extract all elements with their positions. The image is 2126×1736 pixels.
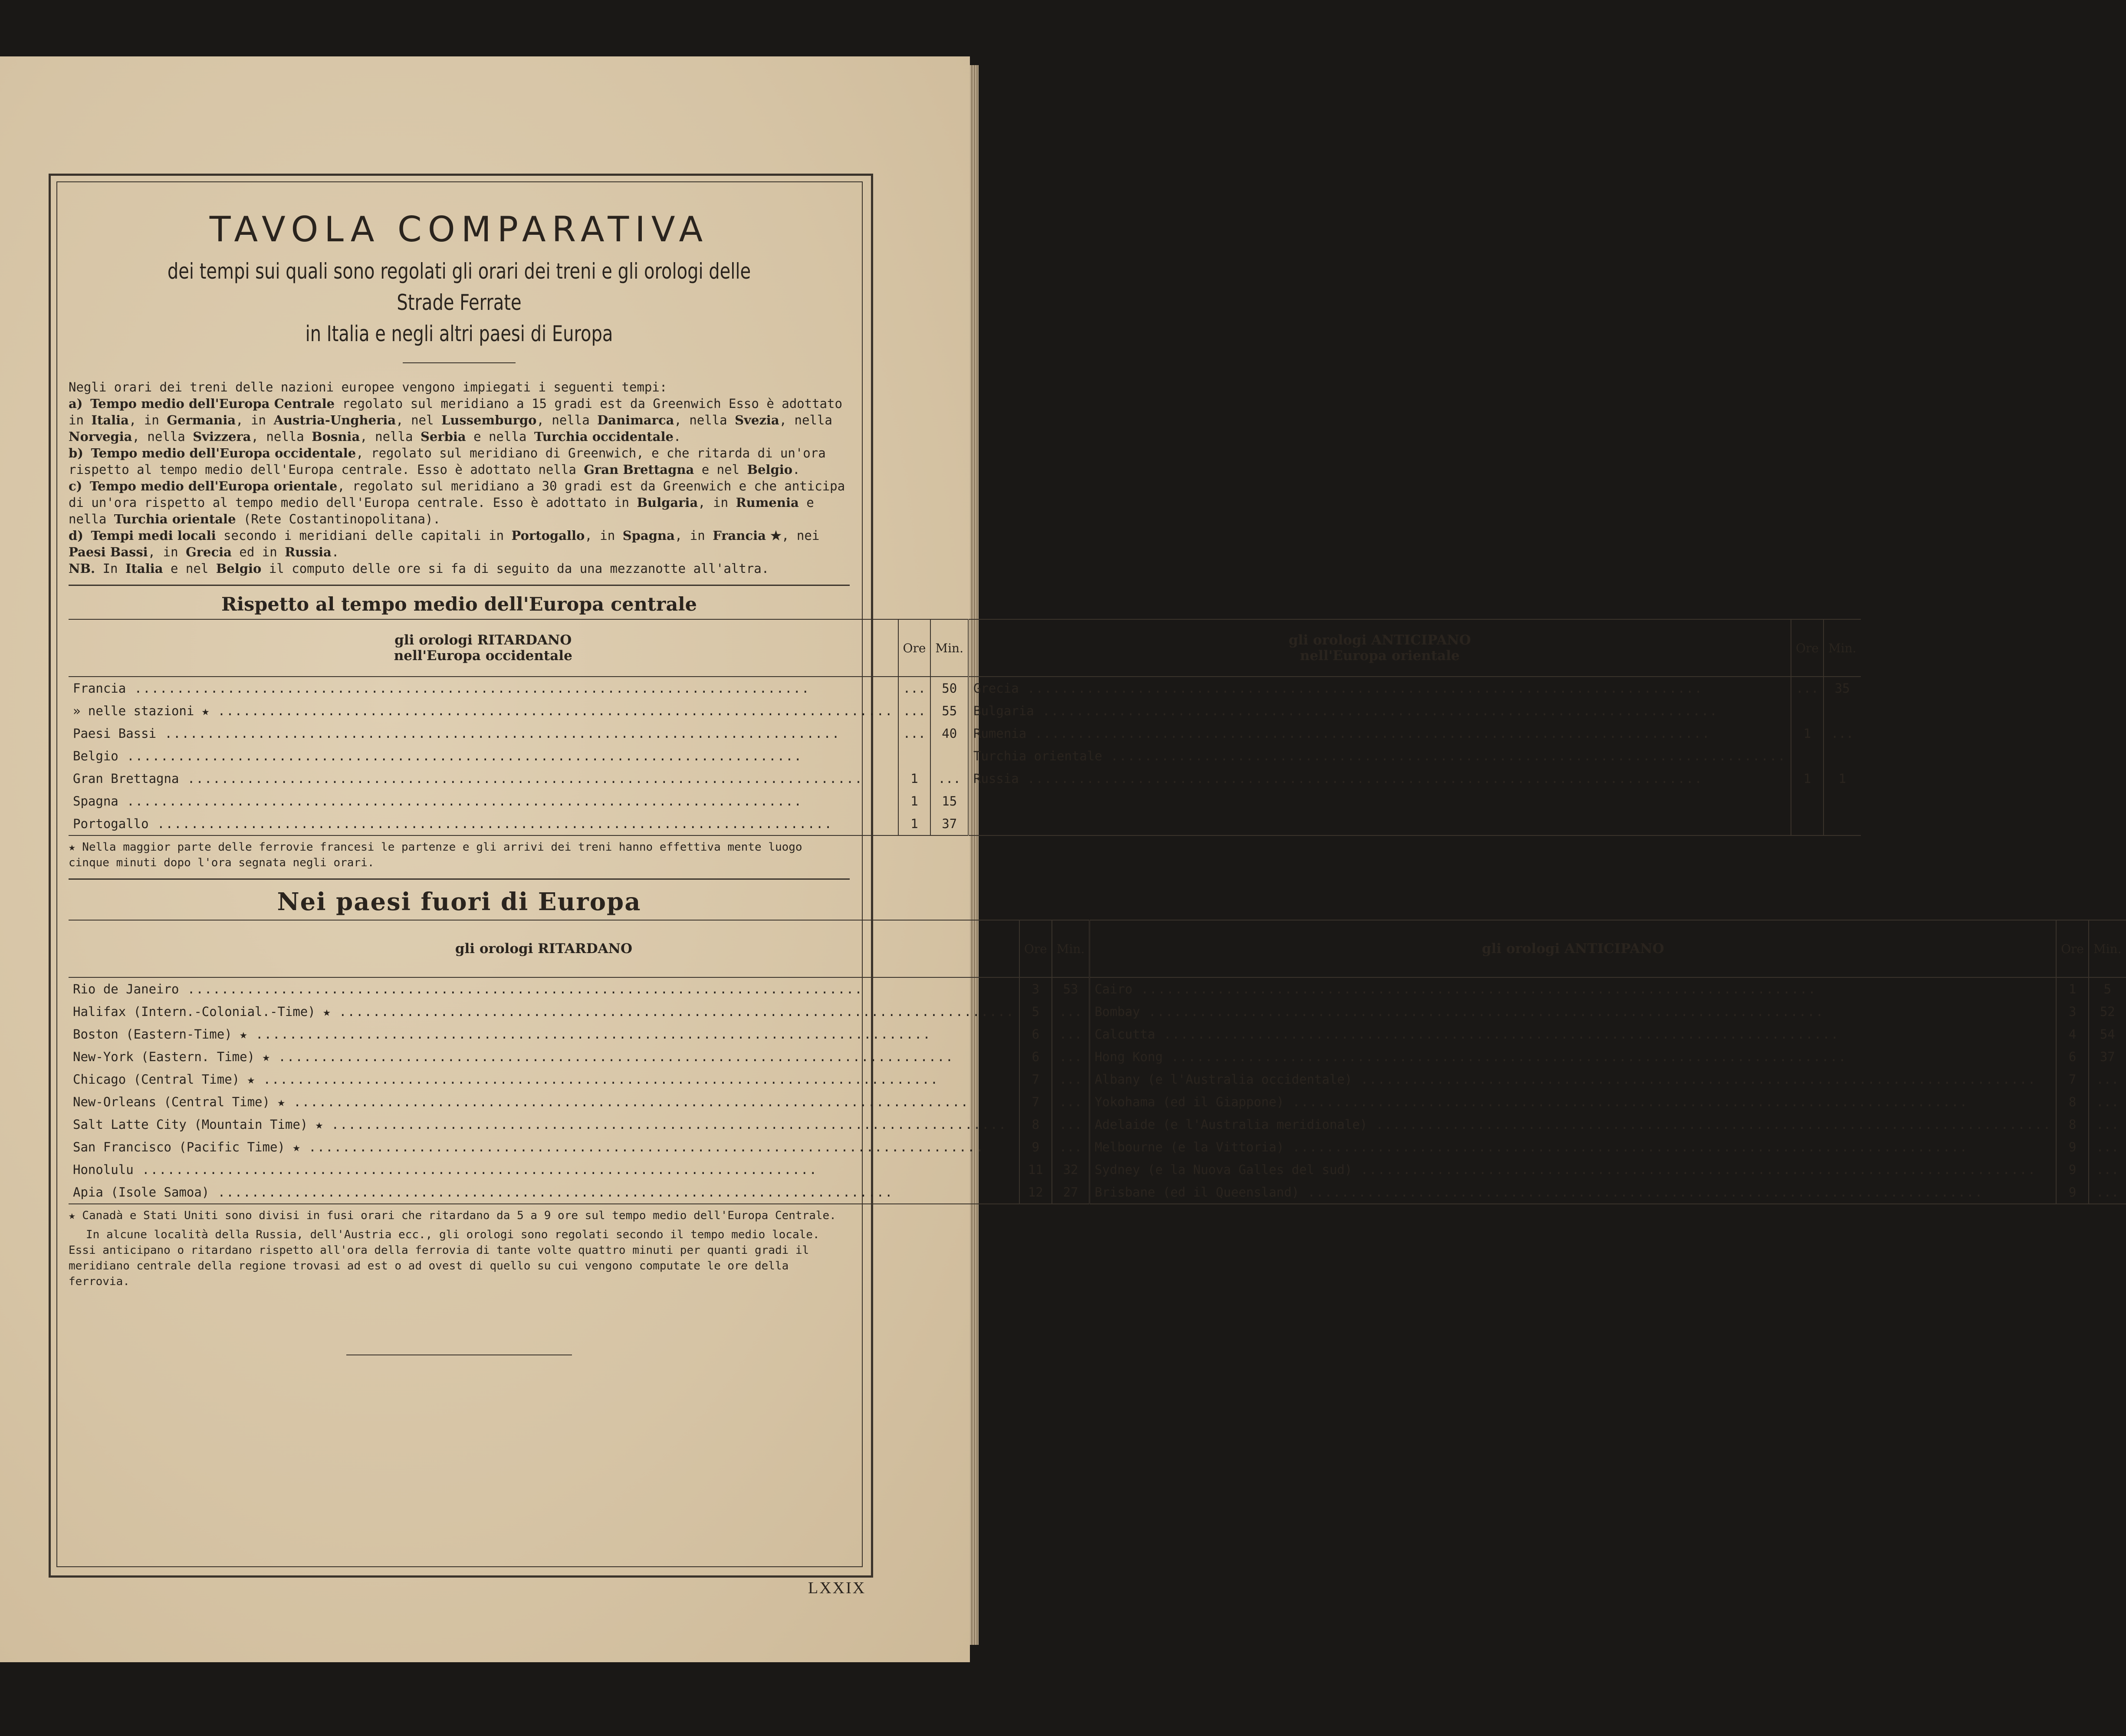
cell-r-min: 52 — [2089, 1000, 2126, 1023]
place-name: Paesi Bassi ..... — [73, 726, 840, 741]
place-name: Halifax (Intern.-Colonial.-Time) ★ ..... — [73, 1004, 1015, 1019]
cell-l-name — [69, 767, 898, 790]
section-divider-europe — [69, 585, 850, 586]
cell-r-name — [968, 790, 1791, 812]
cell-r-name — [1090, 1181, 2056, 1204]
cell-l-name — [69, 1068, 1019, 1091]
cell-l-ore: 7 — [1019, 1068, 1052, 1091]
outside-right-min-head: Min. — [2089, 920, 2126, 977]
cell-r-ore — [1791, 812, 1824, 835]
cell-r-name — [1090, 1091, 2056, 1113]
table-row — [69, 1181, 2126, 1204]
title-divider — [403, 362, 516, 363]
cell-r-name — [1090, 1023, 2056, 1046]
cell-l-ore: ... — [898, 700, 931, 722]
cell-l-min: 37 — [930, 812, 968, 835]
cell-l-ore: 3 — [1019, 977, 1052, 1000]
cell-l-name — [69, 1158, 1019, 1181]
place-name: Grecia ..... — [973, 681, 1703, 696]
cell-l-ore: 1 — [898, 812, 931, 835]
cell-l-ore: 9 — [1019, 1136, 1052, 1158]
cell-l-name — [69, 1023, 1019, 1046]
place-name: Hong Kong ..... — [1094, 1049, 1847, 1064]
cell-l-name — [69, 677, 898, 700]
cell-r-min: 5 — [2089, 977, 2126, 1000]
europe-right-head: gli orologi ANTICIPANO nell'Europa orientale — [968, 619, 1791, 677]
cell-r-ore: ... — [1791, 677, 1824, 700]
cell-r-min — [1824, 745, 1861, 767]
cell-r-name — [1090, 1113, 2056, 1136]
table-row — [69, 1068, 2126, 1091]
cell-r-min: 35 — [1824, 677, 1861, 700]
cell-l-name — [69, 812, 898, 835]
place-name: Rumenia ..... — [973, 726, 1710, 741]
cell-r-name — [1090, 1000, 2056, 1023]
table-row — [69, 977, 2126, 1000]
subtitle-line-2: in Italia e negli altri paesi di Europa — [305, 321, 613, 346]
cell-r-ore: 9 — [2056, 1158, 2089, 1181]
place-name: Albany (e l'Australia occidentale) ..... — [1094, 1072, 2036, 1087]
subtitle-line-1: dei tempi sui quali sono regolati gli orari dei treni e gli orologi delle Strade Ferrate — [167, 259, 751, 315]
cell-l-ore: 6 — [1019, 1023, 1052, 1046]
cell-l-min: ... — [930, 767, 968, 790]
outside-section-title: Nei paesi fuori di Europa — [277, 888, 641, 916]
cell-r-name — [1090, 1046, 2056, 1068]
cell-l-ore: ... — [898, 722, 931, 745]
cell-r-min: ... — [2089, 1091, 2126, 1113]
table-row — [69, 1046, 2126, 1068]
cell-r-min — [1824, 790, 1861, 812]
europe-table — [69, 619, 1861, 836]
cell-r-name — [968, 812, 1791, 835]
cell-l-min: 32 — [1052, 1158, 1090, 1181]
cell-r-min: ... — [2089, 1113, 2126, 1136]
table-row — [69, 1000, 2126, 1023]
cell-r-ore — [1791, 700, 1824, 722]
intro-c: c) Tempo medio dell'Europa orientale, regolato sul meridiano a 30 gradi est da Greenwich e che anticipa di un'ora rispetto al tempo medio dell'Europa centrale. Esso è adottato in Bulgaria, in Rumenia e nella Turchia orientale (Rete Costantinopolitana). — [69, 479, 845, 526]
cell-l-min: 50 — [930, 677, 968, 700]
cell-r-ore: 8 — [2056, 1113, 2089, 1136]
cell-r-min: 54 — [2089, 1023, 2126, 1046]
place-name: » nelle stazioni ★ ..... — [73, 704, 894, 718]
cell-l-ore: 1 — [898, 767, 931, 790]
europe-left-min-head: Min. — [930, 619, 968, 677]
europe-right-min-head: Min. — [1824, 619, 1861, 677]
place-name: Francia ..... — [73, 681, 810, 696]
intro-lead: Negli orari dei treni delle nazioni europee vengono impiegati i seguenti tempi: — [69, 380, 667, 395]
cell-l-ore: 12 — [1019, 1181, 1052, 1204]
outside-left-head: gli orologi RITARDANO — [69, 920, 1019, 977]
cell-l-min: ... — [1052, 1091, 1090, 1113]
outside-note-1: ★ Canadà e Stati Uniti sono divisi in fusi orari che ritardano da 5 a 9 ore sul tempo medio dell'Europa Centrale. — [69, 1209, 836, 1222]
table-row — [69, 1023, 2126, 1046]
place-name: Spagna ..... — [73, 794, 802, 809]
place-name: New-York (Eastern. Time) ★ ..... — [73, 1049, 954, 1064]
cell-r-name — [1090, 1068, 2056, 1091]
table-row — [69, 745, 1861, 767]
cell-l-name — [69, 722, 898, 745]
intro-b: b) Tempo medio dell'Europa occidentale, regolato sul meridiano di Greenwich, e che ritarda di un'ora rispetto al tempo medio dell'Europa centrale. Esso è adottato nella Gran Brettagna e nel Belgio. — [69, 446, 826, 477]
cell-r-name — [1090, 1136, 2056, 1158]
table-row — [69, 790, 1861, 812]
cell-l-name — [69, 1046, 1019, 1068]
place-name: Bombay ..... — [1094, 1004, 1824, 1019]
place-name: Honolulu ..... — [73, 1162, 818, 1177]
outside-right-head: gli orologi ANTICIPANO — [1090, 920, 2056, 977]
table-row — [69, 1113, 2126, 1136]
place-name: Salt Latte City (Mountain Time) ★ ..... — [73, 1117, 1007, 1132]
place-name: San Francisco (Pacific Time) ★ ..... — [73, 1140, 984, 1154]
cell-l-ore: 1 — [898, 790, 931, 812]
intro-nb: NB. In Italia e nel Belgio il computo delle ore si fa di seguito da una mezzanotte all'altra. — [69, 561, 769, 576]
place-name: Brisbane (ed il Queensland) ..... — [1094, 1185, 1983, 1200]
place-name: Sydney (e la Nuova Galles del sud) ..... — [1094, 1162, 2036, 1177]
table-row — [69, 1136, 2126, 1158]
place-name: Chicago (Central Time) ★ ..... — [73, 1072, 939, 1087]
cell-l-ore: 5 — [1019, 1000, 1052, 1023]
cell-l-min: ... — [1052, 1023, 1090, 1046]
cell-l-min: ... — [1052, 1046, 1090, 1068]
cell-r-min: ... — [2089, 1181, 2126, 1204]
cell-l-name — [69, 1091, 1019, 1113]
cell-l-min: ... — [1052, 1113, 1090, 1136]
cell-r-min: ... — [2089, 1158, 2126, 1181]
place-name: Rio de Janeiro ..... — [73, 982, 863, 996]
europe-note: ★ Nella maggior parte delle ferrovie francesi le partenze e gli arrivi dei treni hanno effettiva mente luogo cinque minuti dopo l'ora segnata negli orari. — [69, 841, 802, 869]
cell-l-name — [69, 977, 1019, 1000]
cell-l-name — [69, 1136, 1019, 1158]
table-row — [69, 1158, 2126, 1181]
cell-r-ore: 1 — [1791, 722, 1824, 745]
outside-note-2: In alcune località della Russia, dell'Austria ecc., gli orologi sono regolati secondo il tempo medio locale. Essi anticipano o ritardano rispetto all'ora della ferrovia di tante volte quattro minuti per quanti gradi il meridiano centrale della regione trovasi ad est o ad ovest di quello su cui vengono computate le ore della ferrovia. — [69, 1228, 820, 1288]
intro-text — [69, 379, 850, 577]
cell-r-ore: 3 — [2056, 1000, 2089, 1023]
place-name: Turchia orientale ..... — [973, 749, 1786, 763]
cell-r-ore: 1 — [1791, 767, 1824, 790]
cell-l-min: ... — [1052, 1068, 1090, 1091]
page-content — [69, 191, 2122, 1355]
outside-table — [69, 920, 2126, 1204]
europe-section-title: Rispetto al tempo medio dell'Europa centrale — [221, 594, 697, 615]
cell-l-name — [69, 1113, 1019, 1136]
page-title: TAVOLA COMPARATIVA — [209, 209, 709, 250]
cell-r-name — [968, 767, 1791, 790]
table-row — [69, 722, 1861, 745]
section-divider-outside — [69, 878, 850, 880]
europe-table-body — [69, 677, 1861, 835]
cell-l-min: 27 — [1052, 1181, 1090, 1204]
page-number: LXXIX — [808, 1579, 866, 1597]
place-name: Boston (Eastern-Time) ★ ..... — [73, 1027, 931, 1042]
intro-a: a) Tempo medio dell'Europa Centrale regolato sul meridiano a 15 gradi est da Greenwich Esso è adottato in Italia, in Germania, in Austria-Ungheria, nel Lussemburgo, nella Danimarca, nella Svezia, nella Norvegia, nella Svizzera, nella Bosnia, nella Serbia e nella Turchia occidentale. — [69, 396, 842, 444]
place-name: Adelaide (e l'Australia meridionale) ..... — [1094, 1117, 2051, 1132]
cell-l-min: 15 — [930, 790, 968, 812]
outside-table-body — [69, 977, 2126, 1204]
cell-l-min: 40 — [930, 722, 968, 745]
page-subtitle — [147, 256, 772, 349]
cell-r-min: 37 — [2089, 1046, 2126, 1068]
place-name: Portogallo ..... — [73, 816, 833, 831]
cell-r-min — [1824, 700, 1861, 722]
cell-r-ore: 1 — [2056, 977, 2089, 1000]
cell-l-min: ... — [1052, 1136, 1090, 1158]
cell-l-min: 53 — [1052, 977, 1090, 1000]
cell-l-name — [69, 700, 898, 722]
cell-r-min: ... — [2089, 1068, 2126, 1091]
cell-l-ore: 11 — [1019, 1158, 1052, 1181]
place-name: Apia (Isole Samoa) ..... — [73, 1185, 894, 1200]
europe-right-ore-head: Ore — [1791, 619, 1824, 677]
intro-d: d) Tempi medi locali secondo i meridiani delle capitali in Portogallo, in Spagna, in Francia ★, nei Paesi Bassi, in Grecia ed in Russia. — [69, 528, 820, 559]
place-name: Belgio ..... — [73, 749, 802, 763]
cell-r-min: ... — [1824, 722, 1861, 745]
cell-l-ore: 7 — [1019, 1091, 1052, 1113]
cell-r-name — [968, 677, 1791, 700]
cell-r-ore — [1791, 790, 1824, 812]
table-row — [69, 677, 1861, 700]
outside-table-header — [69, 920, 2126, 977]
cell-l-name — [69, 745, 898, 767]
outside-left-ore-head: Ore — [1019, 920, 1052, 977]
cell-r-name — [968, 745, 1791, 767]
europe-table-header — [69, 619, 1861, 677]
outside-left-min-head: Min. — [1052, 920, 1090, 977]
cell-l-ore: ... — [898, 677, 931, 700]
place-name: Russia ..... — [973, 771, 1703, 786]
cell-r-ore: 9 — [2056, 1136, 2089, 1158]
table-row — [69, 767, 1861, 790]
table-row — [69, 700, 1861, 722]
place-name: Melbourne (e la Vittoria) ..... — [1094, 1140, 1968, 1154]
cell-l-name — [69, 1181, 1019, 1204]
cell-r-ore: 9 — [2056, 1181, 2089, 1204]
place-name: Bulgaria ..... — [973, 704, 1718, 718]
cell-r-ore: 8 — [2056, 1091, 2089, 1113]
cell-r-ore: 4 — [2056, 1023, 2089, 1046]
table-row — [69, 1091, 2126, 1113]
cell-l-min: ... — [1052, 1000, 1090, 1023]
cell-r-name — [968, 700, 1791, 722]
cell-l-min: 55 — [930, 700, 968, 722]
europe-left-head: gli orologi RITARDANO nell'Europa occidentale — [69, 619, 898, 677]
cell-r-min — [1824, 812, 1861, 835]
cell-r-ore: 6 — [2056, 1046, 2089, 1068]
cell-r-min: ... — [2089, 1136, 2126, 1158]
cell-r-min: 1 — [1824, 767, 1861, 790]
cell-l-ore: 6 — [1019, 1046, 1052, 1068]
cell-l-ore: 8 — [1019, 1113, 1052, 1136]
cell-r-ore — [1791, 745, 1824, 767]
cell-l-ore — [898, 745, 931, 767]
cell-l-min — [930, 745, 968, 767]
outside-right-ore-head: Ore — [2056, 920, 2089, 977]
europe-left-ore-head: Ore — [898, 619, 931, 677]
table-row — [69, 812, 1861, 835]
place-name: New-Orleans (Central Time) ★ ..... — [73, 1095, 969, 1109]
cell-r-name — [1090, 1158, 2056, 1181]
cell-r-name — [968, 722, 1791, 745]
place-name: Yokohama (ed il Giappone) ..... — [1094, 1095, 1968, 1109]
place-name: Gran Brettagna ..... — [73, 771, 863, 786]
place-name: Cairo ..... — [1094, 982, 1817, 996]
cell-l-name — [69, 1000, 1019, 1023]
cell-r-name — [1090, 977, 2056, 1000]
cell-r-ore: 7 — [2056, 1068, 2089, 1091]
cell-l-name — [69, 790, 898, 812]
place-name: Calcutta ..... — [1094, 1027, 1839, 1042]
